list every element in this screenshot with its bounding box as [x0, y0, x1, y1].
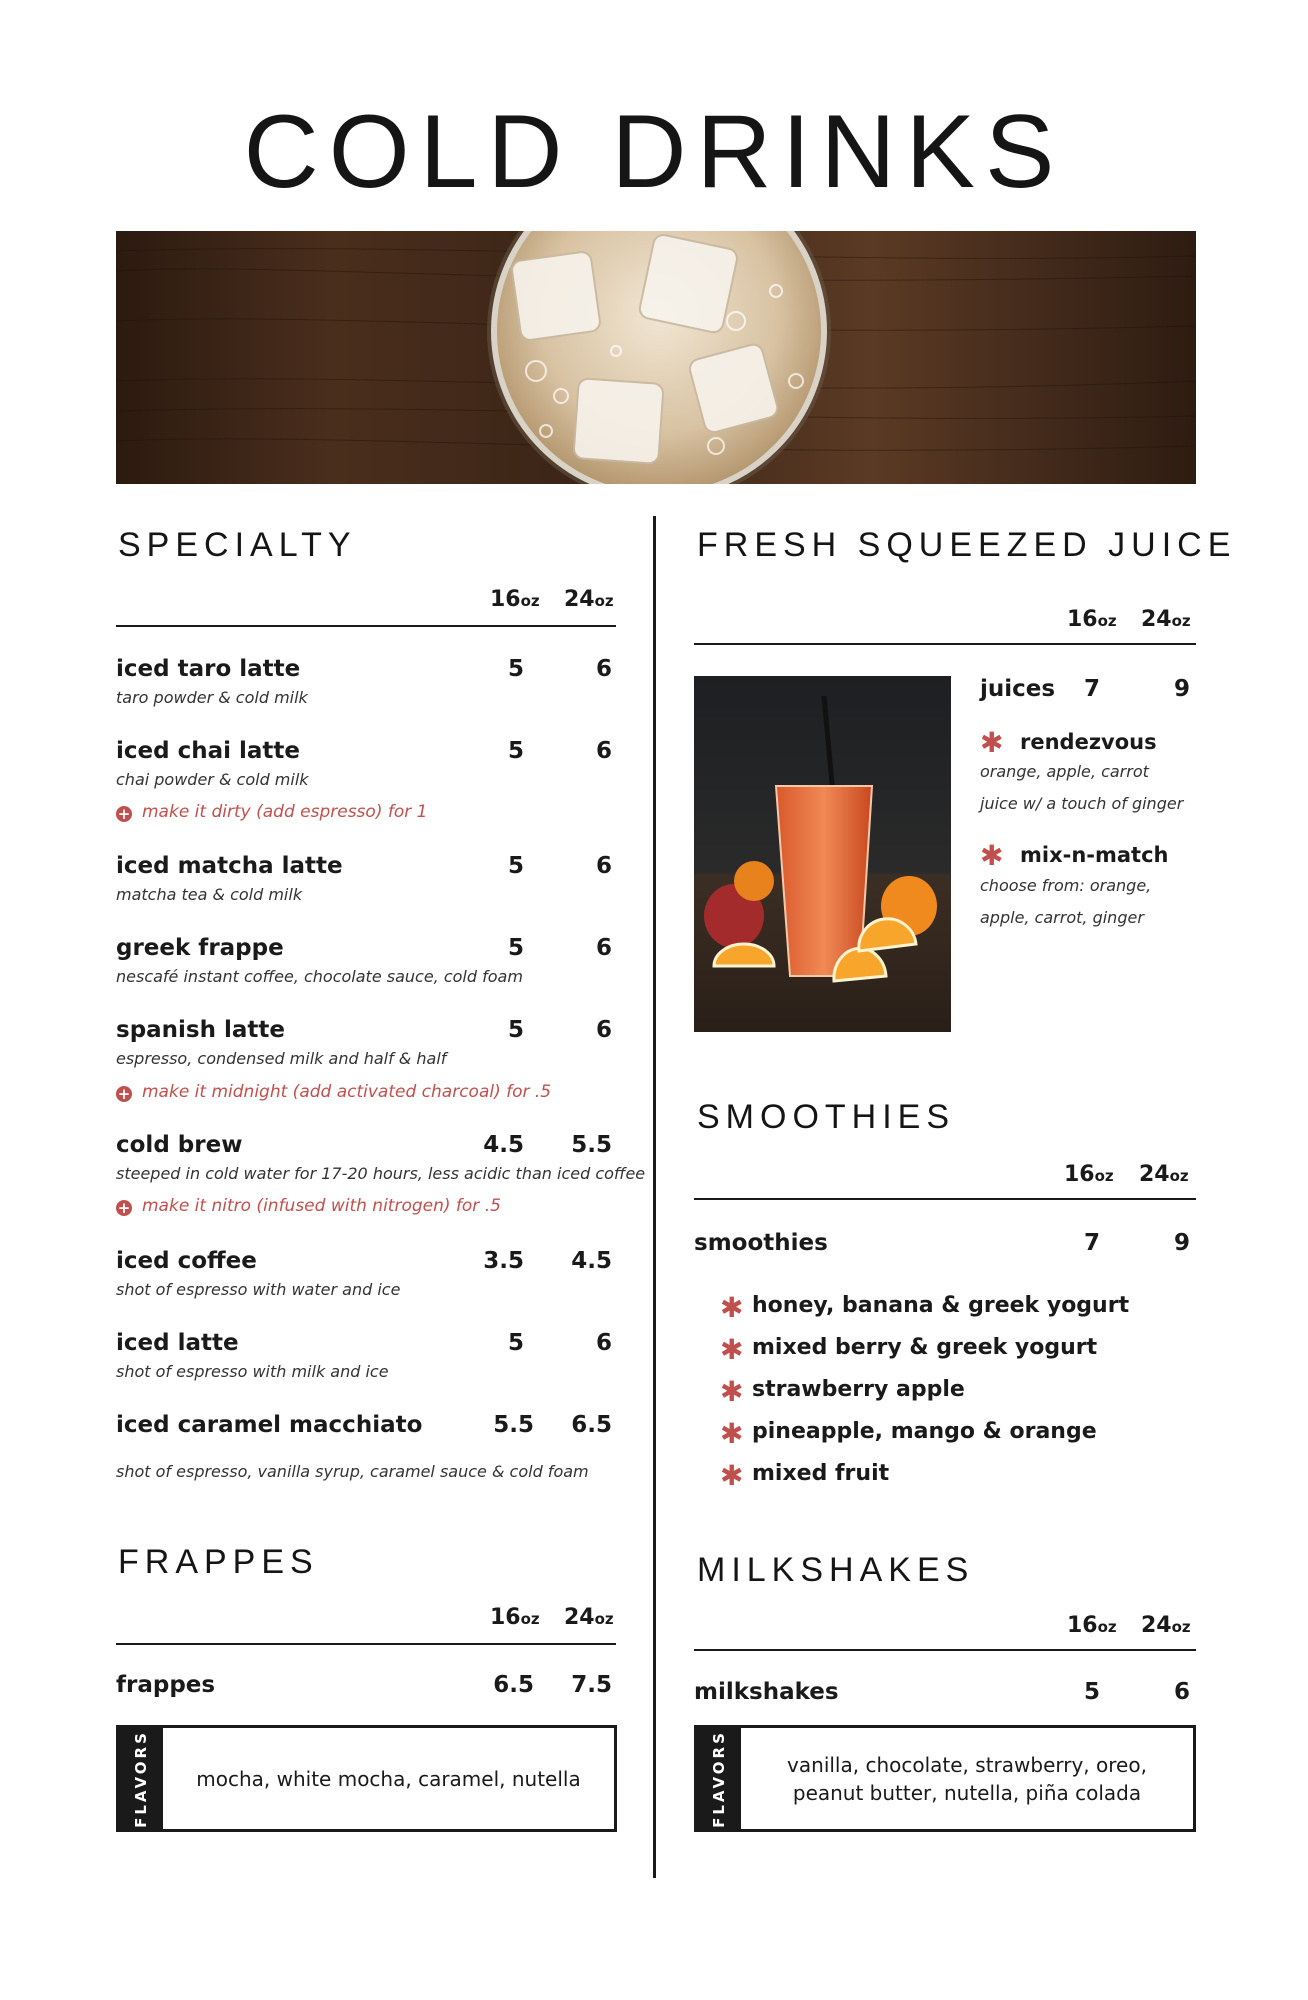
milkshakes-rule: [694, 1649, 1196, 1651]
iced-coffee-hero-image: [116, 231, 1196, 484]
menu-item-desc: taro powder & cold milk: [116, 688, 308, 707]
plus-icon: +: [117, 805, 131, 823]
menu-item-name: iced caramel macchiato: [116, 1412, 423, 1438]
menu-item-name: iced latte: [116, 1330, 239, 1356]
menu-item-desc: matcha tea & cold milk: [116, 885, 303, 904]
asterisk-icon: ✱: [980, 839, 1004, 872]
smoothie-flavor: mixed berry & greek yogurt: [752, 1335, 1098, 1360]
size-header-large: 24oz: [564, 1605, 614, 1630]
flavors-line: vanilla, chocolate, strawberry, oreo,: [787, 1752, 1147, 1777]
price-small: 5: [507, 935, 524, 961]
menu-item-desc: shot of espresso with milk and ice: [116, 1362, 389, 1381]
smoothie-flavor: mixed fruit: [752, 1461, 890, 1486]
smoothie-flavor: honey, banana & greek yogurt: [752, 1293, 1130, 1318]
juice-option-name: rendezvous: [1020, 730, 1157, 754]
juice-heading: FRESH SQUEEZED JUICE: [697, 526, 1237, 564]
menu-item-name: frappes: [116, 1672, 216, 1698]
juice-rule: [694, 643, 1196, 645]
smoothie-flavor: pineapple, mango & orange: [752, 1419, 1097, 1444]
menu-item-addon: + make it midnight (add activated charcoal) for .5: [117, 1082, 552, 1103]
menu-item-name: spanish latte: [116, 1017, 285, 1043]
menu-item-name: smoothies: [694, 1230, 828, 1256]
size-header-large: 24oz: [1141, 1613, 1191, 1638]
price-small: 6.5: [493, 1672, 534, 1698]
frappes-flavors-box: [116, 1725, 617, 1832]
price-small: 3.5: [483, 1248, 524, 1274]
column-divider: [653, 516, 656, 1878]
menu-item-name: juices: [980, 676, 1056, 702]
menu-item-name: iced chai latte: [116, 738, 300, 764]
price-large: 6: [595, 1017, 612, 1043]
menu-item-desc: nescafé instant coffee, chocolate sauce, cold foam: [116, 967, 523, 986]
frappes-rule: [116, 1643, 616, 1645]
frappes-heading: FRAPPES: [118, 1543, 319, 1581]
specialty-heading: SPECIALTY: [118, 526, 357, 564]
juice-option-name: mix-n-match: [1020, 843, 1169, 867]
smoothie-flavor: strawberry apple: [752, 1377, 965, 1402]
price-large: 6: [595, 738, 612, 764]
flavors-tab: FLAVORS: [697, 1728, 741, 1829]
size-header-small: 16oz: [1064, 1162, 1114, 1187]
milkshakes-heading: MILKSHAKES: [697, 1551, 975, 1589]
size-header-small: 16oz: [1067, 607, 1117, 632]
menu-item-name: cold brew: [116, 1132, 243, 1158]
price-large: 6: [1173, 1679, 1190, 1705]
menu-item-name: iced taro latte: [116, 656, 301, 682]
menu-item-desc: shot of espresso, vanilla syrup, caramel sauce & cold foam: [116, 1462, 589, 1481]
juice-option-desc: orange, apple, carrot: [980, 762, 1149, 781]
price-small: 5: [507, 853, 524, 879]
asterisk-icon: ✱: [720, 1417, 744, 1450]
price-large: 6: [595, 1330, 612, 1356]
flavors-list: mocha, white mocha, caramel, nutella: [196, 1766, 581, 1791]
price-large: 6.5: [571, 1412, 612, 1438]
price-small: 5: [1083, 1679, 1100, 1705]
asterisk-icon: ✱: [720, 1333, 744, 1366]
price-small: 5: [507, 656, 524, 682]
specialty-rule: [116, 625, 616, 627]
menu-item-addon: + make it dirty (add espresso) for 1: [117, 802, 428, 823]
asterisk-icon: ✱: [720, 1459, 744, 1492]
price-large: 5.5: [571, 1132, 612, 1158]
juice-option-desc: apple, carrot, ginger: [980, 908, 1144, 927]
price-large: 6: [595, 656, 612, 682]
price-small: 5: [507, 1017, 524, 1043]
smoothies-heading: SMOOTHIES: [697, 1098, 956, 1136]
size-header-large: 24oz: [564, 587, 614, 612]
price-large: 6: [595, 853, 612, 879]
menu-item-name: greek frappe: [116, 935, 284, 961]
size-header-small: 16oz: [490, 587, 540, 612]
juice-option-desc: choose from: orange,: [980, 876, 1152, 895]
juice-photo: [694, 676, 951, 1032]
plus-icon: +: [117, 1199, 131, 1217]
size-header-small: 16oz: [1067, 1613, 1117, 1638]
price-large: 9: [1173, 676, 1190, 702]
asterisk-icon: ✱: [720, 1375, 744, 1408]
menu-item-addon: + make it nitro (infused with nitrogen) for .5: [117, 1196, 501, 1217]
menu-item-name: milkshakes: [694, 1679, 839, 1705]
flavors-line: peanut butter, nutella, piña colada: [792, 1780, 1142, 1805]
milkshakes-flavors-box: [694, 1725, 1196, 1832]
asterisk-icon: ✱: [720, 1291, 744, 1324]
price-large: 9: [1173, 1230, 1190, 1256]
size-header-large: 24oz: [1139, 1162, 1189, 1187]
menu-item-desc: shot of espresso with water and ice: [116, 1280, 401, 1299]
price-large: 4.5: [571, 1248, 612, 1274]
plus-icon: +: [117, 1085, 131, 1103]
price-small: 4.5: [483, 1132, 524, 1158]
smoothies-rule: [694, 1198, 1196, 1200]
menu-item-desc: chai powder & cold milk: [116, 770, 309, 789]
menu-item-name: iced coffee: [116, 1248, 257, 1274]
size-header-small: 16oz: [490, 1605, 540, 1630]
asterisk-icon: ✱: [980, 726, 1004, 759]
price-large: 7.5: [571, 1672, 612, 1698]
price-small: 7: [1083, 1230, 1100, 1256]
price-small: 5.5: [493, 1412, 534, 1438]
page-title: COLD DRINKS: [243, 94, 1065, 210]
price-small: 7: [1083, 676, 1100, 702]
price-large: 6: [595, 935, 612, 961]
menu-item-desc: espresso, condensed milk and half & half: [116, 1049, 447, 1068]
menu-item-desc: steeped in cold water for 17-20 hours, less acidic than iced coffee: [116, 1164, 646, 1183]
size-header-large: 24oz: [1141, 607, 1191, 632]
flavors-tab: FLAVORS: [119, 1728, 163, 1829]
menu-item-name: iced matcha latte: [116, 853, 343, 879]
juice-option-desc: juice w/ a touch of ginger: [980, 794, 1184, 813]
price-small: 5: [507, 738, 524, 764]
price-small: 5: [507, 1330, 524, 1356]
flavors-list: [741, 1728, 1193, 1829]
